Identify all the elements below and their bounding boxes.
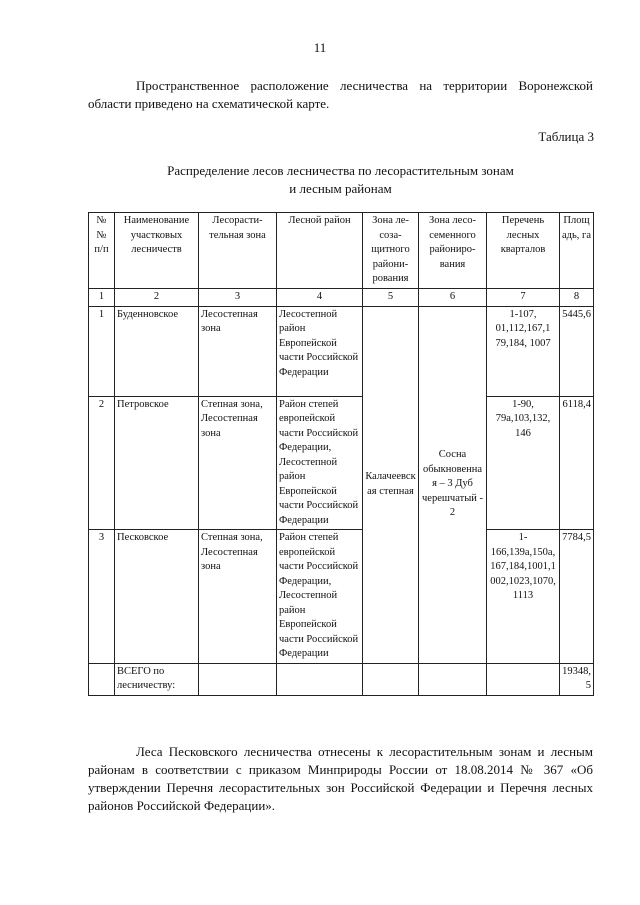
row-quarters: 1-166,139а,150а,167,184,1001,1002,1023,1070,1113 (487, 530, 560, 664)
header-zone: Лесорасти-тельная зона (199, 213, 277, 289)
column-number: 5 (363, 289, 419, 307)
table-row (89, 306, 594, 396)
row-name: Петровское (115, 396, 199, 530)
header-num: № № п/п (89, 213, 115, 289)
row-zone: Степная зона, Лесостепная зона (199, 396, 277, 530)
header-area: Площадь, га (560, 213, 594, 289)
row-num: 2 (89, 396, 115, 530)
column-number: 7 (487, 289, 560, 307)
column-number: 1 (89, 289, 115, 307)
table-title (88, 162, 593, 198)
header-name: Наименование участковых лесничеств (115, 213, 199, 289)
column-number: 2 (115, 289, 199, 307)
row-quarters: 1-90, 79а,103,132, 146 (487, 396, 560, 530)
column-number: 3 (199, 289, 277, 307)
header-district: Лесной район (277, 213, 363, 289)
column-number: 8 (560, 289, 594, 307)
forest-distribution-table (88, 212, 594, 696)
page-number: 11 (313, 40, 327, 55)
row-zone: Степная зона, Лесостепная зона (199, 530, 277, 664)
row-district: Район степей европейской части Российской Федерации, Лесостепной район Европейской части Российской Федерации (277, 530, 363, 664)
total-empty-cell (199, 663, 277, 695)
column-number-row (89, 289, 594, 307)
total-label: ВСЕГО по лесничеству: (115, 663, 199, 695)
header-row (89, 213, 594, 289)
table-title-line2: и лесным районам (289, 181, 392, 196)
header-quarters: Перечень лесных кварталов (487, 213, 560, 289)
total-area: 19348,5 (560, 663, 594, 695)
table-title-line1: Распределение лесов лесничества по лесорастительным зонам (167, 163, 514, 178)
protective-zone-cell: Калачеевская степная (363, 306, 419, 663)
row-num: 3 (89, 530, 115, 664)
row-zone: Лесостепная зона (199, 306, 277, 396)
row-district: Район степей европейской части Российской Федерации, Лесостепной район Европейской части Российской Федерации (277, 396, 363, 530)
table-row (89, 530, 594, 664)
total-row (89, 663, 594, 695)
row-quarters: 1-107, 01,112,167,1 79,184, 1007 (487, 306, 560, 396)
seed-zone-cell: Сосна обыкновенная – 3 Дуб черешчатый - 2 (419, 306, 487, 663)
header-seed-zone: Зона лесо-семенного райониро-вания (419, 213, 487, 289)
column-number: 4 (277, 289, 363, 307)
row-district: Лесостепной район Европейской части Российской Федерации (277, 306, 363, 396)
total-empty-cell (487, 663, 560, 695)
header-protective-zone: Зона ле-соза-щитного райони-рования (363, 213, 419, 289)
outro-paragraph: Леса Песковского лесничества отнесены к лесорастительным зонам и лесным районам в соответствии с приказом Минприроды России от 18.08.2014 № 367 «Об утверждении Перечня лесорастительных зон Российской Федерации и Перечня лесных районов Российской Федерации». (88, 744, 593, 813)
total-empty-cell (89, 663, 115, 695)
row-name: Буденновское (115, 306, 199, 396)
row-area: 7784,5 (560, 530, 594, 664)
intro-paragraph: Пространственное расположение лесничества на территории Воронежской области приведено на схематической карте. (88, 78, 593, 111)
table-row (89, 396, 594, 530)
row-name: Песковское (115, 530, 199, 664)
row-num: 1 (89, 306, 115, 396)
total-empty-cell (419, 663, 487, 695)
total-empty-cell (277, 663, 363, 695)
column-number: 6 (419, 289, 487, 307)
row-area: 6118,4 (560, 396, 594, 530)
total-empty-cell (363, 663, 419, 695)
row-area: 5445,6 (560, 306, 594, 396)
table-label: Таблица 3 (538, 129, 594, 144)
